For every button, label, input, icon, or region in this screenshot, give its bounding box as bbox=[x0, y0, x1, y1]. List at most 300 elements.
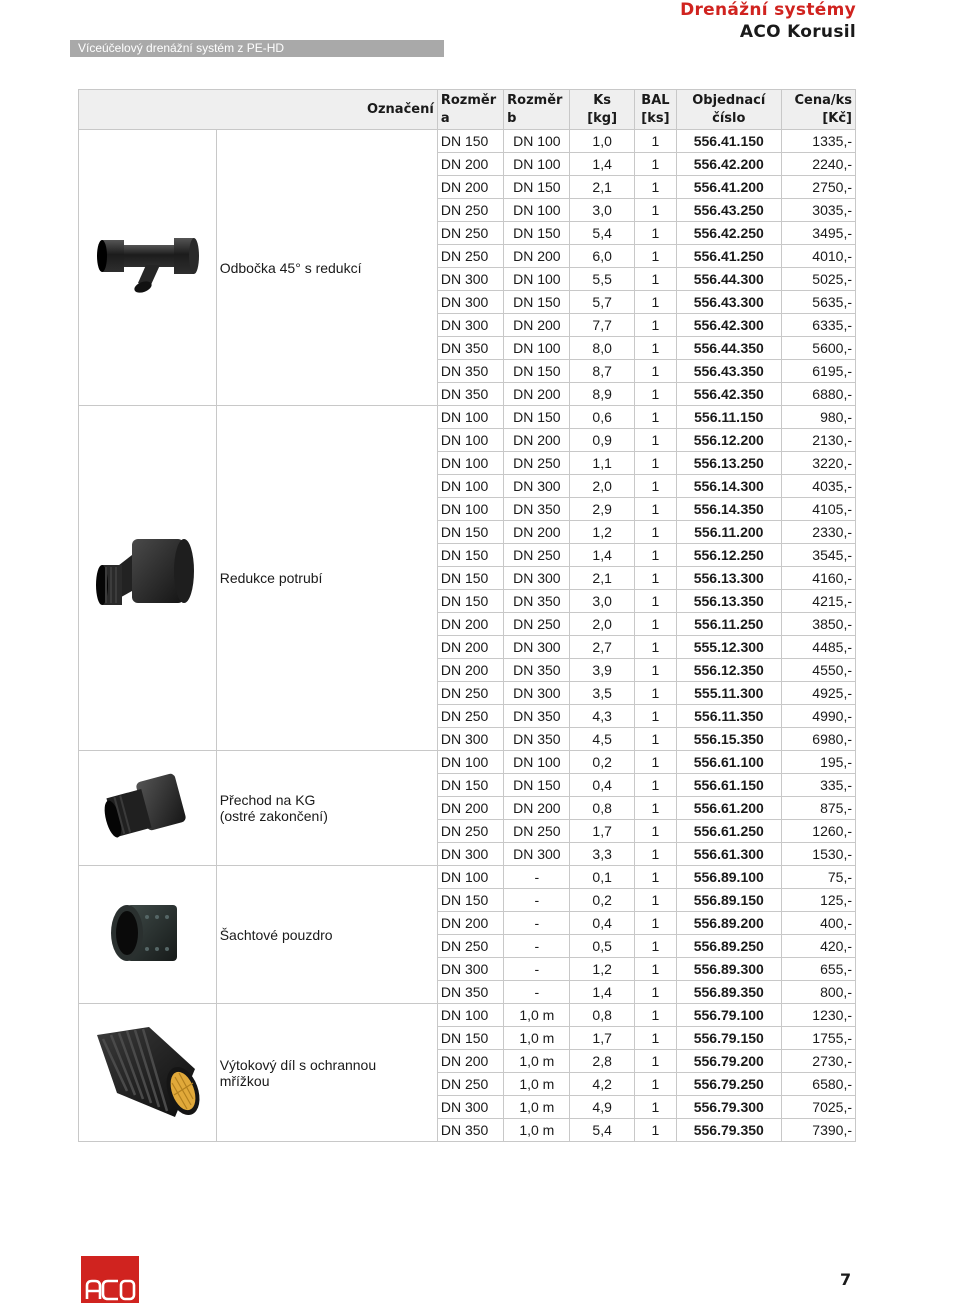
cell-size-a: DN 300 bbox=[437, 291, 503, 314]
cell-price: 1335,- bbox=[781, 130, 855, 153]
table-row bbox=[79, 130, 856, 153]
cell-weight: 1,0 bbox=[570, 130, 634, 153]
cell-order-number: 556.41.250 bbox=[677, 245, 782, 268]
cell-price: 4160,- bbox=[781, 567, 855, 590]
cell-pack: 1 bbox=[634, 1096, 676, 1119]
cell-weight: 8,7 bbox=[570, 360, 634, 383]
cell-weight: 4,2 bbox=[570, 1073, 634, 1096]
cell-size-b: DN 300 bbox=[504, 636, 570, 659]
cell-order-number: 556.79.300 bbox=[677, 1096, 782, 1119]
cell-order-number: 556.14.300 bbox=[677, 475, 782, 498]
cell-weight: 0,8 bbox=[570, 797, 634, 820]
cell-weight: 2,9 bbox=[570, 498, 634, 521]
cell-weight: 3,5 bbox=[570, 682, 634, 705]
cell-price: 6880,- bbox=[781, 383, 855, 406]
cell-pack: 1 bbox=[634, 268, 676, 291]
cell-pack: 1 bbox=[634, 176, 676, 199]
product-image bbox=[79, 406, 217, 751]
cell-price: 4105,- bbox=[781, 498, 855, 521]
cell-price: 2750,- bbox=[781, 176, 855, 199]
cell-pack: 1 bbox=[634, 360, 676, 383]
product-image bbox=[79, 866, 217, 1004]
cell-size-b: DN 300 bbox=[504, 843, 570, 866]
cell-size-b: DN 300 bbox=[504, 567, 570, 590]
table-row bbox=[79, 751, 856, 774]
cell-pack: 1 bbox=[634, 1004, 676, 1027]
col-header-order-number: Objednací číslo bbox=[677, 90, 782, 130]
shaft-sleeve-icon bbox=[82, 897, 213, 972]
cell-size-a: DN 250 bbox=[437, 222, 503, 245]
cell-size-a: DN 150 bbox=[437, 544, 503, 567]
cell-size-a: DN 350 bbox=[437, 981, 503, 1004]
cell-weight: 8,0 bbox=[570, 337, 634, 360]
cell-size-a: DN 100 bbox=[437, 498, 503, 521]
cell-size-b: DN 100 bbox=[504, 337, 570, 360]
cell-order-number: 556.41.150 bbox=[677, 130, 782, 153]
section-bar bbox=[70, 40, 444, 57]
cell-size-a: DN 300 bbox=[437, 843, 503, 866]
cell-size-a: DN 150 bbox=[437, 130, 503, 153]
cell-price: 4990,- bbox=[781, 705, 855, 728]
cell-size-a: DN 350 bbox=[437, 1119, 503, 1142]
aco-logo-icon bbox=[81, 1256, 139, 1303]
cell-price: 4215,- bbox=[781, 590, 855, 613]
cell-pack: 1 bbox=[634, 245, 676, 268]
cell-pack: 1 bbox=[634, 705, 676, 728]
cell-price: 6335,- bbox=[781, 314, 855, 337]
cell-order-number: 556.43.350 bbox=[677, 360, 782, 383]
col-header-price: Cena/ks [Kč] bbox=[781, 90, 855, 130]
cell-order-number: 556.61.100 bbox=[677, 751, 782, 774]
cell-weight: 1,4 bbox=[570, 981, 634, 1004]
cell-order-number: 556.13.300 bbox=[677, 567, 782, 590]
table-row bbox=[79, 406, 856, 429]
cell-size-b: DN 200 bbox=[504, 797, 570, 820]
cell-pack: 1 bbox=[634, 337, 676, 360]
cell-size-b: DN 250 bbox=[504, 452, 570, 475]
cell-size-a: DN 250 bbox=[437, 820, 503, 843]
cell-price: 4925,- bbox=[781, 682, 855, 705]
cell-order-number: 556.11.250 bbox=[677, 613, 782, 636]
cell-pack: 1 bbox=[634, 682, 676, 705]
cell-pack: 1 bbox=[634, 1119, 676, 1142]
cell-pack: 1 bbox=[634, 452, 676, 475]
cell-pack: 1 bbox=[634, 130, 676, 153]
cell-size-b: 1,0 m bbox=[504, 1050, 570, 1073]
cell-size-a: DN 100 bbox=[437, 406, 503, 429]
cell-size-b: - bbox=[504, 912, 570, 935]
cell-order-number: 556.14.350 bbox=[677, 498, 782, 521]
cell-price: 3035,- bbox=[781, 199, 855, 222]
cell-weight: 0,9 bbox=[570, 429, 634, 452]
cell-size-a: DN 200 bbox=[437, 153, 503, 176]
cell-size-a: DN 350 bbox=[437, 360, 503, 383]
cell-weight: 3,0 bbox=[570, 590, 634, 613]
cell-size-b: DN 100 bbox=[504, 268, 570, 291]
cell-weight: 2,1 bbox=[570, 176, 634, 199]
cell-pack: 1 bbox=[634, 820, 676, 843]
cell-order-number: 556.89.200 bbox=[677, 912, 782, 935]
cell-price: 1755,- bbox=[781, 1027, 855, 1050]
cell-order-number: 556.44.350 bbox=[677, 337, 782, 360]
cell-size-a: DN 350 bbox=[437, 383, 503, 406]
cell-order-number: 556.89.250 bbox=[677, 935, 782, 958]
cell-size-a: DN 200 bbox=[437, 659, 503, 682]
cell-order-number: 555.12.300 bbox=[677, 636, 782, 659]
cell-size-b: DN 200 bbox=[504, 245, 570, 268]
cell-order-number: 556.11.150 bbox=[677, 406, 782, 429]
cell-size-a: DN 250 bbox=[437, 705, 503, 728]
table-row bbox=[79, 866, 856, 889]
cell-size-b: - bbox=[504, 981, 570, 1004]
cell-weight: 1,2 bbox=[570, 958, 634, 981]
cell-size-b: DN 150 bbox=[504, 406, 570, 429]
cell-price: 5025,- bbox=[781, 268, 855, 291]
col-header-size-a: Rozměr a bbox=[437, 90, 503, 130]
cell-price: 6980,- bbox=[781, 728, 855, 751]
pipe-reducer-icon bbox=[82, 529, 213, 628]
cell-price: 195,- bbox=[781, 751, 855, 774]
section-title: Víceúčelový drenážní systém z PE-HD bbox=[78, 41, 285, 55]
cell-pack: 1 bbox=[634, 958, 676, 981]
cell-pack: 1 bbox=[634, 636, 676, 659]
cell-pack: 1 bbox=[634, 383, 676, 406]
col-header-pack: BAL [ks] bbox=[634, 90, 676, 130]
cell-size-a: DN 200 bbox=[437, 636, 503, 659]
cell-price: 7025,- bbox=[781, 1096, 855, 1119]
cell-pack: 1 bbox=[634, 912, 676, 935]
cell-order-number: 556.89.350 bbox=[677, 981, 782, 1004]
cell-order-number: 556.61.250 bbox=[677, 820, 782, 843]
cell-weight: 7,7 bbox=[570, 314, 634, 337]
cell-weight: 5,5 bbox=[570, 268, 634, 291]
cell-size-b: - bbox=[504, 958, 570, 981]
cell-size-b: DN 200 bbox=[504, 314, 570, 337]
cell-weight: 2,0 bbox=[570, 613, 634, 636]
product-label: Redukce potrubí bbox=[216, 406, 437, 751]
cell-weight: 1,7 bbox=[570, 820, 634, 843]
cell-order-number: 556.12.250 bbox=[677, 544, 782, 567]
cell-price: 4550,- bbox=[781, 659, 855, 682]
cell-size-a: DN 100 bbox=[437, 1004, 503, 1027]
cell-price: 3850,- bbox=[781, 613, 855, 636]
cell-price: 2330,- bbox=[781, 521, 855, 544]
cell-pack: 1 bbox=[634, 774, 676, 797]
cell-price: 335,- bbox=[781, 774, 855, 797]
cell-size-b: DN 350 bbox=[504, 498, 570, 521]
cell-size-a: DN 250 bbox=[437, 199, 503, 222]
cell-order-number: 556.89.100 bbox=[677, 866, 782, 889]
product-label: Přechod na KG (ostré zakončení) bbox=[216, 751, 437, 866]
product-label: Šachtové pouzdro bbox=[216, 866, 437, 1004]
cell-size-a: DN 150 bbox=[437, 774, 503, 797]
cell-size-b: DN 350 bbox=[504, 659, 570, 682]
cell-size-b: - bbox=[504, 866, 570, 889]
cell-price: 3545,- bbox=[781, 544, 855, 567]
cell-weight: 2,1 bbox=[570, 567, 634, 590]
cell-order-number: 556.79.100 bbox=[677, 1004, 782, 1027]
cell-pack: 1 bbox=[634, 314, 676, 337]
cell-weight: 0,2 bbox=[570, 751, 634, 774]
cell-weight: 1,7 bbox=[570, 1027, 634, 1050]
cell-pack: 1 bbox=[634, 889, 676, 912]
cell-size-a: DN 250 bbox=[437, 1073, 503, 1096]
cell-size-b: DN 200 bbox=[504, 429, 570, 452]
cell-size-b: DN 200 bbox=[504, 383, 570, 406]
cell-weight: 2,0 bbox=[570, 475, 634, 498]
cell-order-number: 556.61.150 bbox=[677, 774, 782, 797]
cell-size-b: - bbox=[504, 935, 570, 958]
cell-pack: 1 bbox=[634, 429, 676, 452]
cell-size-b: DN 150 bbox=[504, 176, 570, 199]
cell-size-a: DN 300 bbox=[437, 1096, 503, 1119]
cell-size-a: DN 150 bbox=[437, 1027, 503, 1050]
cell-weight: 3,9 bbox=[570, 659, 634, 682]
cell-pack: 1 bbox=[634, 1050, 676, 1073]
cell-price: 3220,- bbox=[781, 452, 855, 475]
cell-size-b: DN 150 bbox=[504, 360, 570, 383]
cell-price: 125,- bbox=[781, 889, 855, 912]
price-table bbox=[78, 89, 856, 1142]
cell-weight: 4,9 bbox=[570, 1096, 634, 1119]
cell-size-b: 1,0 m bbox=[504, 1004, 570, 1027]
pipe-branch-45-icon bbox=[82, 231, 213, 304]
cell-size-a: DN 100 bbox=[437, 475, 503, 498]
cell-weight: 2,7 bbox=[570, 636, 634, 659]
cell-size-b: 1,0 m bbox=[504, 1027, 570, 1050]
cell-size-a: DN 250 bbox=[437, 935, 503, 958]
cell-size-a: DN 300 bbox=[437, 268, 503, 291]
cell-size-b: DN 150 bbox=[504, 774, 570, 797]
cell-price: 6580,- bbox=[781, 1073, 855, 1096]
cell-size-a: DN 200 bbox=[437, 912, 503, 935]
cell-pack: 1 bbox=[634, 222, 676, 245]
cell-order-number: 556.61.300 bbox=[677, 843, 782, 866]
col-header-weight: Ks [kg] bbox=[570, 90, 634, 130]
cell-weight: 1,4 bbox=[570, 544, 634, 567]
cell-weight: 0,1 bbox=[570, 866, 634, 889]
cell-order-number: 556.61.200 bbox=[677, 797, 782, 820]
cell-pack: 1 bbox=[634, 153, 676, 176]
cell-weight: 5,7 bbox=[570, 291, 634, 314]
cell-size-a: DN 300 bbox=[437, 314, 503, 337]
cell-price: 980,- bbox=[781, 406, 855, 429]
cell-pack: 1 bbox=[634, 199, 676, 222]
cell-weight: 5,4 bbox=[570, 1119, 634, 1142]
cell-order-number: 556.12.350 bbox=[677, 659, 782, 682]
cell-price: 3495,- bbox=[781, 222, 855, 245]
cell-price: 4035,- bbox=[781, 475, 855, 498]
cell-weight: 0,8 bbox=[570, 1004, 634, 1027]
cell-size-b: DN 300 bbox=[504, 475, 570, 498]
cell-price: 1260,- bbox=[781, 820, 855, 843]
cell-price: 800,- bbox=[781, 981, 855, 1004]
cell-size-a: DN 250 bbox=[437, 245, 503, 268]
cell-weight: 5,4 bbox=[570, 222, 634, 245]
cell-order-number: 556.89.150 bbox=[677, 889, 782, 912]
cell-weight: 4,5 bbox=[570, 728, 634, 751]
cell-weight: 4,3 bbox=[570, 705, 634, 728]
cell-size-b: 1,0 m bbox=[504, 1119, 570, 1142]
cell-size-a: DN 100 bbox=[437, 452, 503, 475]
cell-order-number: 556.43.300 bbox=[677, 291, 782, 314]
cell-size-a: DN 150 bbox=[437, 889, 503, 912]
cell-pack: 1 bbox=[634, 981, 676, 1004]
page-number: 7 bbox=[840, 1270, 852, 1289]
document-title: Drenážní systémy bbox=[680, 0, 856, 20]
cell-order-number: 556.42.350 bbox=[677, 383, 782, 406]
cell-size-a: DN 200 bbox=[437, 797, 503, 820]
cell-order-number: 556.11.200 bbox=[677, 521, 782, 544]
cell-weight: 0,4 bbox=[570, 774, 634, 797]
cell-order-number: 556.42.250 bbox=[677, 222, 782, 245]
col-header-size-b: Rozměr b bbox=[504, 90, 570, 130]
cell-size-b: DN 300 bbox=[504, 682, 570, 705]
cell-weight: 3,0 bbox=[570, 199, 634, 222]
outlet-pipe-grille-icon bbox=[82, 1021, 213, 1124]
product-image bbox=[79, 751, 217, 866]
cell-order-number: 556.41.200 bbox=[677, 176, 782, 199]
cell-pack: 1 bbox=[634, 935, 676, 958]
cell-size-a: DN 100 bbox=[437, 751, 503, 774]
cell-size-a: DN 350 bbox=[437, 337, 503, 360]
product-label: Odbočka 45° s redukcí bbox=[216, 130, 437, 406]
cell-price: 5600,- bbox=[781, 337, 855, 360]
cell-size-a: DN 150 bbox=[437, 567, 503, 590]
cell-order-number: 556.79.350 bbox=[677, 1119, 782, 1142]
cell-price: 4010,- bbox=[781, 245, 855, 268]
cell-size-a: DN 200 bbox=[437, 1050, 503, 1073]
cell-size-a: DN 200 bbox=[437, 176, 503, 199]
cell-order-number: 556.12.200 bbox=[677, 429, 782, 452]
cell-price: 400,- bbox=[781, 912, 855, 935]
cell-pack: 1 bbox=[634, 590, 676, 613]
cell-size-a: DN 150 bbox=[437, 590, 503, 613]
cell-price: 7390,- bbox=[781, 1119, 855, 1142]
pipe-kg-adapter-icon bbox=[82, 767, 213, 850]
cell-pack: 1 bbox=[634, 797, 676, 820]
cell-size-b: DN 150 bbox=[504, 222, 570, 245]
cell-price: 75,- bbox=[781, 866, 855, 889]
cell-price: 2240,- bbox=[781, 153, 855, 176]
cell-price: 1530,- bbox=[781, 843, 855, 866]
cell-size-a: DN 300 bbox=[437, 728, 503, 751]
cell-order-number: 556.11.350 bbox=[677, 705, 782, 728]
cell-weight: 3,3 bbox=[570, 843, 634, 866]
cell-order-number: 556.42.200 bbox=[677, 153, 782, 176]
cell-size-a: DN 200 bbox=[437, 613, 503, 636]
cell-size-a: DN 250 bbox=[437, 682, 503, 705]
cell-price: 4485,- bbox=[781, 636, 855, 659]
cell-weight: 1,2 bbox=[570, 521, 634, 544]
cell-weight: 0,6 bbox=[570, 406, 634, 429]
cell-size-a: DN 300 bbox=[437, 958, 503, 981]
cell-size-a: DN 100 bbox=[437, 429, 503, 452]
cell-order-number: 556.79.200 bbox=[677, 1050, 782, 1073]
table-header-row bbox=[79, 90, 856, 130]
cell-price: 2130,- bbox=[781, 429, 855, 452]
cell-pack: 1 bbox=[634, 751, 676, 774]
cell-weight: 0,2 bbox=[570, 889, 634, 912]
cell-order-number: 555.11.300 bbox=[677, 682, 782, 705]
cell-size-b: 1,0 m bbox=[504, 1096, 570, 1119]
cell-pack: 1 bbox=[634, 291, 676, 314]
cell-order-number: 556.15.350 bbox=[677, 728, 782, 751]
cell-weight: 6,0 bbox=[570, 245, 634, 268]
cell-price: 875,- bbox=[781, 797, 855, 820]
cell-size-b: DN 250 bbox=[504, 820, 570, 843]
cell-size-b: DN 150 bbox=[504, 291, 570, 314]
cell-size-b: DN 250 bbox=[504, 544, 570, 567]
cell-size-b: - bbox=[504, 889, 570, 912]
cell-pack: 1 bbox=[634, 544, 676, 567]
cell-pack: 1 bbox=[634, 613, 676, 636]
cell-weight: 0,5 bbox=[570, 935, 634, 958]
cell-order-number: 556.79.150 bbox=[677, 1027, 782, 1050]
product-image bbox=[79, 1004, 217, 1142]
cell-size-a: DN 150 bbox=[437, 521, 503, 544]
cell-price: 2730,- bbox=[781, 1050, 855, 1073]
cell-size-b: DN 200 bbox=[504, 521, 570, 544]
cell-weight: 2,8 bbox=[570, 1050, 634, 1073]
cell-weight: 1,4 bbox=[570, 153, 634, 176]
cell-weight: 0,4 bbox=[570, 912, 634, 935]
cell-price: 1230,- bbox=[781, 1004, 855, 1027]
document-subtitle: ACO Korusil bbox=[739, 22, 856, 42]
cell-pack: 1 bbox=[634, 475, 676, 498]
cell-price: 5635,- bbox=[781, 291, 855, 314]
cell-size-b: DN 100 bbox=[504, 199, 570, 222]
table-row bbox=[79, 1004, 856, 1027]
col-header-label: Označení bbox=[79, 90, 438, 130]
cell-order-number: 556.89.300 bbox=[677, 958, 782, 981]
cell-size-b: DN 250 bbox=[504, 613, 570, 636]
cell-pack: 1 bbox=[634, 1073, 676, 1096]
cell-pack: 1 bbox=[634, 728, 676, 751]
cell-pack: 1 bbox=[634, 498, 676, 521]
cell-pack: 1 bbox=[634, 866, 676, 889]
cell-order-number: 556.13.350 bbox=[677, 590, 782, 613]
cell-order-number: 556.79.250 bbox=[677, 1073, 782, 1096]
cell-order-number: 556.43.250 bbox=[677, 199, 782, 222]
cell-weight: 1,1 bbox=[570, 452, 634, 475]
product-image bbox=[79, 130, 217, 406]
cell-price: 420,- bbox=[781, 935, 855, 958]
cell-order-number: 556.42.300 bbox=[677, 314, 782, 337]
cell-size-b: 1,0 m bbox=[504, 1073, 570, 1096]
cell-size-a: DN 100 bbox=[437, 866, 503, 889]
cell-size-b: DN 350 bbox=[504, 705, 570, 728]
cell-size-b: DN 350 bbox=[504, 590, 570, 613]
table-body bbox=[79, 130, 856, 1142]
cell-pack: 1 bbox=[634, 567, 676, 590]
cell-price: 6195,- bbox=[781, 360, 855, 383]
cell-weight: 8,9 bbox=[570, 383, 634, 406]
product-label: Výtokový díl s ochrannou mřížkou bbox=[216, 1004, 437, 1142]
cell-pack: 1 bbox=[634, 521, 676, 544]
cell-pack: 1 bbox=[634, 1027, 676, 1050]
cell-pack: 1 bbox=[634, 406, 676, 429]
cell-size-b: DN 100 bbox=[504, 130, 570, 153]
cell-size-b: DN 100 bbox=[504, 153, 570, 176]
cell-price: 655,- bbox=[781, 958, 855, 981]
cell-pack: 1 bbox=[634, 659, 676, 682]
cell-pack: 1 bbox=[634, 843, 676, 866]
cell-order-number: 556.13.250 bbox=[677, 452, 782, 475]
cell-size-b: DN 350 bbox=[504, 728, 570, 751]
cell-size-b: DN 100 bbox=[504, 751, 570, 774]
cell-order-number: 556.44.300 bbox=[677, 268, 782, 291]
